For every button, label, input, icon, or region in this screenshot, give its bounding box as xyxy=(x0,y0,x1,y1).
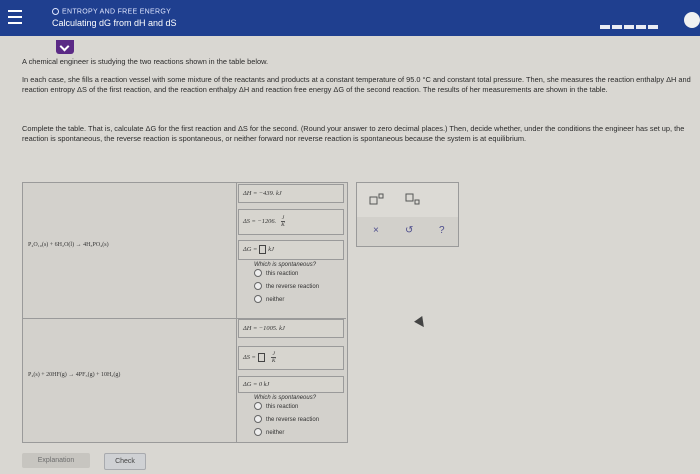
topic-dot-icon xyxy=(52,8,59,15)
undo-icon[interactable]: ↺ xyxy=(405,225,414,236)
progress-bar xyxy=(600,16,660,20)
reaction-2-values xyxy=(238,319,344,440)
radio-icon[interactable] xyxy=(254,282,262,290)
radio-icon[interactable] xyxy=(254,428,262,436)
mouse-cursor-icon xyxy=(414,316,428,330)
reaction-1-equation: P₄O₁₀(s) + 6H₂O(l) → 4H₃PO₄(s) xyxy=(28,242,109,248)
collapse-caret-icon[interactable] xyxy=(56,40,74,54)
reaction-1-option-neither[interactable]: neither xyxy=(238,294,344,307)
radio-icon[interactable] xyxy=(254,269,262,277)
explanation-button[interactable]: Explanation xyxy=(22,453,90,468)
reaction-2-option-forward[interactable]: this reaction xyxy=(238,401,344,414)
reaction-1-dS-unit: $\frac{J}{K}$ xyxy=(281,215,285,229)
reaction-1-option-reverse[interactable]: the reverse reaction xyxy=(238,281,344,294)
reaction-1-question: Which is spontaneous? xyxy=(254,262,317,268)
menu-icon[interactable] xyxy=(8,10,22,24)
problem-details: In each case, she fills a reaction vessel with some mixture of the reactants and products at a constant temperature of 95.0 °C and constant total pressure. Then, she measures the reaction enthalpy ΔH and reaction entropy ΔS of the first reaction, and the reaction enthalpy ΔH and reaction free energy ΔG of the second reaction. The results of her measurements are shown in the table. xyxy=(22,75,691,94)
radio-icon[interactable] xyxy=(254,295,262,303)
reaction-2-dS-input[interactable] xyxy=(258,353,265,362)
topic-label: ENTROPY AND FREE ENERGY xyxy=(52,8,171,15)
check-button[interactable]: Check xyxy=(104,453,146,470)
radio-icon[interactable] xyxy=(254,415,262,423)
help-icon[interactable] xyxy=(684,12,700,28)
reaction-2-dS-unit: $\frac{J}{K}$ xyxy=(271,351,276,365)
reaction-2-dH: ΔH = −1005. kJ xyxy=(238,319,344,338)
math-tool-palette xyxy=(356,182,459,247)
reaction-1-dS: ΔS = −1206. $\frac{J}{K}$ xyxy=(238,209,344,235)
reaction-2-equation: P₄(s) + 20HF(g) → 4PF₅(g) + 10H₂(g) xyxy=(28,372,121,378)
radio-icon[interactable] xyxy=(254,402,262,410)
reaction-1-option-forward[interactable]: this reaction xyxy=(238,268,344,281)
reaction-1-dH: ΔH = −439. kJ xyxy=(238,184,344,203)
reaction-2-option-neither[interactable]: neither xyxy=(238,427,344,440)
problem-intro: A chemical engineer is studying the two reactions shown in the table below. xyxy=(22,57,269,66)
reaction-2-dS: ΔS = $\frac{J}{K}$ xyxy=(238,346,344,370)
top-header xyxy=(0,0,700,36)
clear-icon[interactable]: × xyxy=(373,225,379,236)
superscript-icon[interactable] xyxy=(369,193,385,207)
reaction-1-dG: ΔG = kJ xyxy=(238,240,344,260)
reaction-1-dG-input[interactable] xyxy=(259,245,266,254)
subscript-icon[interactable] xyxy=(405,193,421,207)
reaction-2-dG: ΔG = 0 kJ xyxy=(238,376,344,393)
reaction-2-option-reverse[interactable]: the reverse reaction xyxy=(238,414,344,427)
reaction-2-question: Which is spontaneous? xyxy=(254,395,317,401)
reaction-1-values xyxy=(238,184,344,307)
table-column-divider xyxy=(236,182,237,442)
problem-instructions: Complete the table. That is, calculate ΔG for the first reaction and ΔS for the second. (Round your answer to zero decimal places.) Then, decide whether, under the conditions the engineer has set up, the reaction is spontaneous, the reverse reaction is spontaneous, or neither forward nor reverse reaction is spontaneous because the system is at equilibrium. xyxy=(22,124,685,143)
help-question-icon[interactable]: ? xyxy=(439,225,445,236)
page-title: Calculating dG from dH and dS xyxy=(52,18,177,28)
